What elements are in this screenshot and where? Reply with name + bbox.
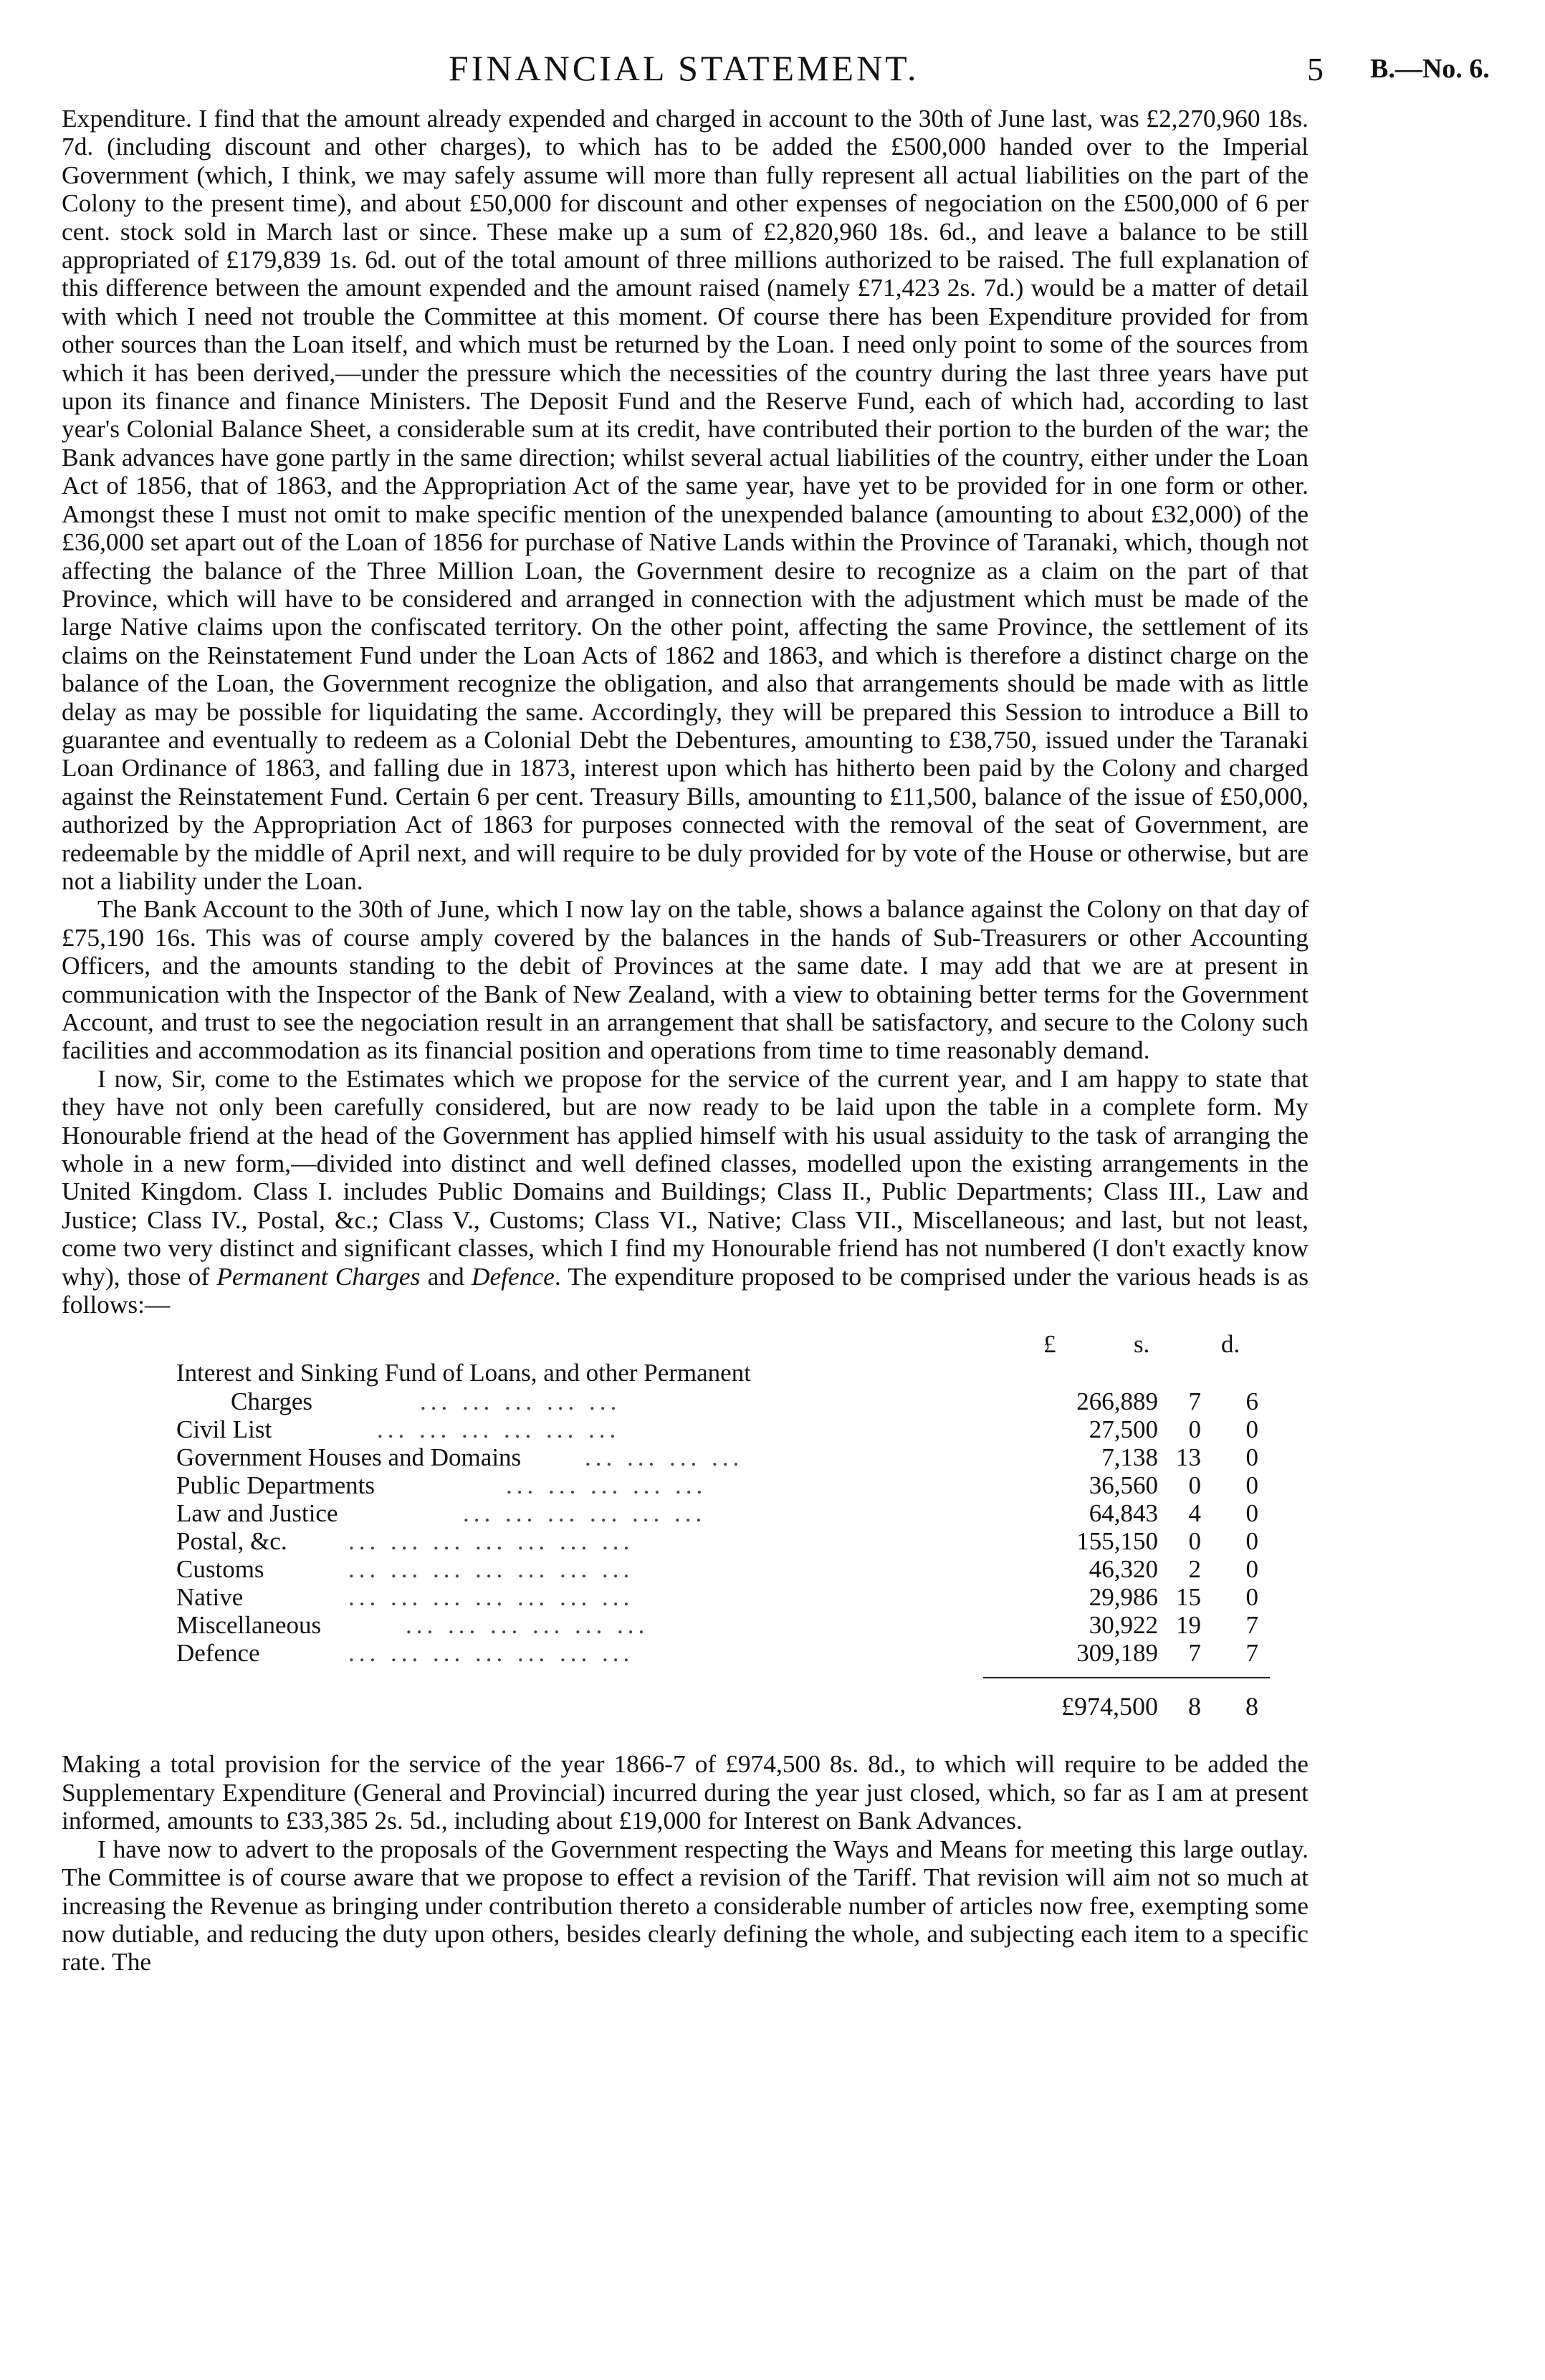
row-pounds: 7,138 xyxy=(1101,1443,1158,1472)
row-pence: 0 xyxy=(1245,1471,1258,1500)
total-pounds: £974,500 xyxy=(1061,1692,1158,1721)
row-shillings: 7 xyxy=(1188,1639,1201,1668)
row-label: Law and Justice xyxy=(176,1499,338,1528)
estimates-table xyxy=(62,1330,1309,1731)
table-row xyxy=(62,1527,1309,1556)
page-number: 5 xyxy=(1307,51,1324,87)
row-shillings: 0 xyxy=(1188,1527,1201,1556)
paragraph-total-provision: Making a total provision for the service of the year 1866-7 of £974,500 8s. 8d., to which will require to be added the Supplementary Expenditure (General and Provincial) incurred during the year just closed, which, so far as I am at present informed, amounts to £33,385 2s. 5d., including about £19,000 for Interest on Bank Advances. xyxy=(62,1749,1309,1835)
row-pence: 0 xyxy=(1245,1527,1258,1556)
row-shillings: 4 xyxy=(1188,1499,1201,1528)
permanent-charges-italic: Permanent Charges xyxy=(216,1261,421,1291)
row-shillings: 13 xyxy=(1176,1443,1201,1472)
leader-dots: ... ... ... ... xyxy=(585,1443,744,1472)
estimates-text-after: . The expenditure proposed to be comprised under the various heads is as follows:— xyxy=(62,1261,1309,1319)
total-rule xyxy=(983,1677,1270,1678)
row-shillings: 19 xyxy=(1176,1611,1201,1640)
estimates-table-header xyxy=(62,1330,1309,1359)
table-row xyxy=(62,1443,1309,1472)
column-shillings-header: s. xyxy=(1134,1330,1150,1359)
row-pounds: 30,922 xyxy=(1089,1611,1158,1640)
total-pence: 8 xyxy=(1245,1692,1258,1721)
table-row xyxy=(62,1415,1309,1444)
row-pounds: 64,843 xyxy=(1089,1499,1158,1528)
column-pounds-header: £ xyxy=(1043,1330,1056,1359)
row-pence: 7 xyxy=(1245,1611,1258,1640)
table-row xyxy=(62,1387,1309,1416)
leader-dots: ... ... ... ... ... xyxy=(506,1471,707,1500)
row-pounds: 46,320 xyxy=(1089,1555,1158,1584)
leader-dots: ... ... ... ... ... ... xyxy=(406,1611,649,1640)
row-pounds: 27,500 xyxy=(1089,1415,1158,1444)
table-row-heading xyxy=(62,1359,1309,1387)
estimates-text-mid: and xyxy=(420,1261,472,1291)
row-label: Native xyxy=(176,1583,244,1612)
paragraph-bank-account: The Bank Account to the 30th of June, which I now lay on the table, shows a balance against the Colony on that day of £75,190 16s. This was of course amply covered by the balances in the hands of Sub-Treasurers or other Accounting Officers, and the amounts standing to the debit of Provinces at the same date. I may add that we are at present in communication with the Inspector of the Bank of New Zealand, with a view to obtaining better terms for the Government Account, and trust to see the negociation result in an arrangement that shall be satisfactory, and secure to the Colony such facilities and accommodation as its financial position and operations from time to time reasonably demand. xyxy=(62,894,1309,1065)
paragraph-expenditure: Expenditure. I find that the amount already expended and charged in account to the 30th of June last, was £2,270,960 18s. 7d. (including discount and other charges), to which has to be added the £500,000 handed over to the Imperial Government (which, I think, we may safely assume will more than fully represent all actual liabilities on the part of the Colony to the present time), and about £50,000 for discount and other expenses of negociation on the £500,000 of 6 per cent. stock sold in March last or since. These make up a sum of £2,820,960 18s. 6d., and leave a balance to be still appropriated of £179,839 1s. 6d. out of the total amount of three millions authorized to be raised. The full explanation of this difference between the amount expended and the amount raised (namely £71,423 2s. 7d.) would be a matter of detail with which I need not trouble the Committee at this moment. Of course there has been Expenditure provided for from other sources than the Loan itself, and which must be returned by the Loan. I need only point to some of the sources from which it has been derived,—under the pressure which the necessities of the country during the last three years have put upon its finance and finance Ministers. The Deposit Fund and the Reserve Fund, each of which had, according to last year's Colonial Balance Sheet, a considerable sum at its credit, have contributed their portion to the burden of the war; the Bank advances have gone partly in the same direction; whilst several actual liabilities of the country, either under the Loan Act of 1856, that of 1863, and the Appropriation Act of the same year, have yet to be provided for in one form or other. Amongst these I must not omit to make specific mention of the unexpended balance (amounting to about £32,000) of the £36,000 set apart out of the Loan of 1856 for purchase of Native Lands within the Province of Taranaki, which, though not affecting the balance of the Three Million Loan, the Government desire to recognize as a claim on the part of that Province, which will have to be considered and arranged in connection with the adjustment which must be made of the large Native claims upon the confiscated territory. On the other point, affecting the same Province, the settlement of its claims on the Reinstatement Fund under the Loan Acts of 1862 and 1863, and which is therefore a distinct charge on the balance of the Loan, the Government recognize the obligation, and also that arrangements should be made with as little delay as may be possible for liquidating the same. Accordingly, they will be prepared this Session to introduce a Bill to guarantee and eventually to redeem as a Colonial Debt the Debentures, amounting to £38,750, issued under the Taranaki Loan Ordinance of 1863, and falling due in 1873, interest upon which has hitherto been paid by the Colony and charged against the Reinstatement Fund. Certain 6 per cent. Treasury Bills, amounting to £11,500, balance of the issue of £50,000, authorized by the Appropriation Act of 1863 for purposes connected with the removal of the seat of Government, are redeemable by the middle of April next, and will require to be duly provided for by vote of the House or otherwise, but are not a liability under the Loan. xyxy=(62,104,1309,895)
leader-dots: ... ... ... ... ... ... ... xyxy=(348,1555,634,1584)
defence-italic: Defence xyxy=(471,1261,555,1291)
row-shillings: 0 xyxy=(1188,1415,1201,1444)
paragraph-estimates xyxy=(62,1065,1309,1319)
row-pounds: 36,560 xyxy=(1089,1471,1158,1500)
table-row xyxy=(62,1583,1309,1612)
row-pence: 0 xyxy=(1245,1415,1258,1444)
row-label: Charges xyxy=(231,1387,313,1416)
row-label: Civil List xyxy=(176,1415,272,1444)
row-label: Public Departments xyxy=(176,1471,376,1500)
table-total-row xyxy=(62,1691,1309,1723)
page-title: FINANCIAL STATEMENT. xyxy=(449,48,919,88)
row-label: Defence xyxy=(176,1639,260,1668)
row-pounds: 155,150 xyxy=(1076,1527,1158,1556)
row-label: Postal, &c. xyxy=(176,1527,287,1556)
page-header xyxy=(62,40,1490,105)
row-shillings: 15 xyxy=(1176,1583,1201,1612)
table-row xyxy=(62,1471,1309,1500)
leader-dots: ... ... ... ... ... ... ... xyxy=(348,1583,634,1612)
leader-dots: ... ... ... ... ... ... xyxy=(463,1499,707,1528)
row-pence: 6 xyxy=(1245,1387,1258,1416)
document-reference: B.—No. 6. xyxy=(1370,54,1490,84)
row-pounds: 29,986 xyxy=(1089,1583,1158,1612)
document-page xyxy=(62,40,1490,1977)
leader-dots: ... ... ... ... ... ... ... xyxy=(348,1527,634,1556)
row-pence: 0 xyxy=(1245,1443,1258,1472)
total-shillings: 8 xyxy=(1188,1692,1201,1721)
paragraph-ways-and-means: I have now to advert to the proposals of the Government respecting the Ways and Means for meeting this large outlay. The Committee is of course aware that we propose to effect a revision of the Tariff. That revision will aim not so much at increasing the Revenue as bringing under contribution thereto a considerable number of articles now free, exempting some now dutiable, and reducing the duty upon others, besides clearly defining the whole, and subjecting each item to a specific rate. The xyxy=(62,1834,1309,1977)
column-pence-header: d. xyxy=(1221,1330,1240,1359)
row-shillings: 0 xyxy=(1188,1471,1201,1500)
row-pence: 0 xyxy=(1245,1555,1258,1584)
row-pounds: 266,889 xyxy=(1076,1387,1158,1416)
row-pounds: 309,189 xyxy=(1076,1639,1158,1668)
leader-dots: ... ... ... ... ... ... xyxy=(377,1415,621,1444)
leader-dots: ... ... ... ... ... xyxy=(420,1387,621,1416)
row-shillings: 2 xyxy=(1188,1555,1201,1584)
row-label: Government Houses and Domains xyxy=(176,1443,522,1472)
row-pence: 0 xyxy=(1245,1583,1258,1612)
table-row xyxy=(62,1499,1309,1528)
table-row xyxy=(62,1611,1309,1640)
row-label: Miscellaneous xyxy=(176,1611,322,1640)
row-label: Customs xyxy=(176,1555,264,1584)
estimates-text-before: I now, Sir, come to the Estimates which we propose for the service of the current year, and I am happy to state that they have not only been carefully considered, but are now ready to be laid upon the table in a complete form. My Honourable friend at the head of the Government has applied himself with his usual assiduity to the task of arranging the whole in a new form,—divided into distinct and well defined classes, modelled upon the existing arrangements in the United Kingdom. Class I. includes Public Domains and Buildings; Class II., Public Departments; Class III., Law and Justice; Class IV., Postal, &c.; Class V., Customs; Class VI., Native; Class VII., Miscellaneous; and last, but not least, come two very distinct and significant classes, which I find my Honourable friend has not numbered (I don't exactly know why), those of xyxy=(62,1064,1309,1291)
table-row xyxy=(62,1639,1309,1668)
table-row xyxy=(62,1555,1309,1584)
row-pence: 0 xyxy=(1245,1499,1258,1528)
row-label: Interest and Sinking Fund of Loans, and other Permanent xyxy=(176,1359,751,1387)
row-pence: 7 xyxy=(1245,1639,1258,1668)
leader-dots: ... ... ... ... ... ... ... xyxy=(348,1639,634,1668)
row-shillings: 7 xyxy=(1188,1387,1201,1416)
